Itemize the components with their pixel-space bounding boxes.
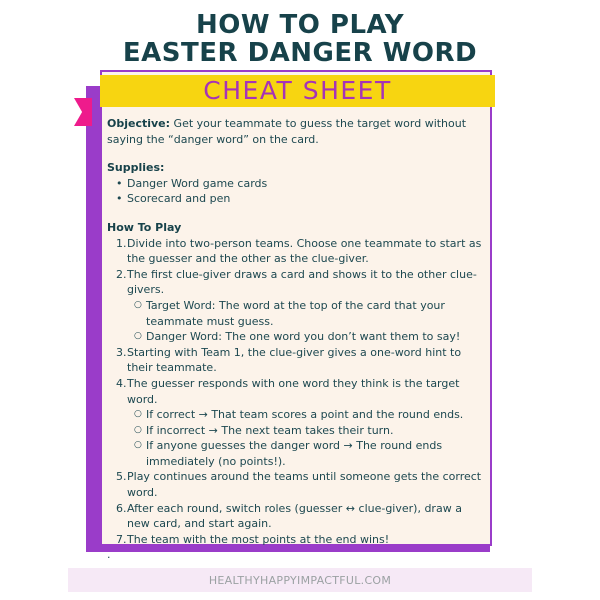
sub-item <box>134 423 485 439</box>
pink-ribbon-tab <box>74 98 92 126</box>
step-item <box>107 532 485 548</box>
circle-bullet-icon: ○ <box>134 299 142 310</box>
step-item <box>107 236 485 267</box>
steps-list <box>107 236 485 298</box>
circle-bullet-icon: ○ <box>134 440 142 451</box>
how-to-play-heading: How To Play <box>107 220 182 234</box>
step-text: Divide into two-person teams. Choose one teammate to start as the guesser and the other as the clue-giver. <box>127 236 482 266</box>
step-number: 6. <box>116 501 127 515</box>
page-title-line1: HOW TO PLAY <box>195 10 405 40</box>
footer-url: HEALTHYHAPPYIMPACTFUL.COM <box>208 573 392 587</box>
objective-label: Objective: <box>107 117 171 130</box>
step-number: 2. <box>116 267 127 281</box>
step-text: Starting with Team 1, the clue-giver gives a one-word hint to their teammate. <box>127 345 462 375</box>
step4-sublist <box>107 407 485 469</box>
card-content <box>107 116 485 563</box>
step-item <box>107 469 485 500</box>
step-item <box>107 267 485 298</box>
steps-list-final <box>107 469 485 547</box>
step-number: 1. <box>116 236 127 250</box>
step-number: 7. <box>116 532 127 546</box>
step-item <box>107 376 485 407</box>
sub-item-text: Target Word: The word at the top of the card that your teammate must guess. <box>146 298 445 328</box>
sub-item <box>134 298 485 329</box>
footer-bar <box>68 568 532 592</box>
cheat-sheet-banner <box>100 75 495 107</box>
objective-paragraph <box>107 116 485 147</box>
list-item: • Danger Word game cards <box>127 176 485 192</box>
step-text: The guesser responds with one word they think is the target word. <box>127 376 460 406</box>
step-item <box>107 501 485 532</box>
step2-sublist <box>107 298 485 345</box>
circle-bullet-icon: ○ <box>134 331 142 342</box>
sub-item-text: If correct → That team scores a point and the round ends. <box>146 408 464 422</box>
sub-item-text: Danger Word: The one word you don’t want them to say! <box>146 330 461 344</box>
objective-text: Get your teammate to guess the target word without saying the “danger word” on the card. <box>107 117 467 146</box>
circle-bullet-icon: ○ <box>134 409 142 420</box>
sub-item-text: If anyone guesses the danger word → The round ends immediately (no points!). <box>146 439 443 468</box>
supplies-list <box>107 176 485 207</box>
circle-bullet-icon: ○ <box>134 424 142 435</box>
trailing-mark: . <box>107 548 111 562</box>
step-text: After each round, switch roles (guesser ↔ clue-giver), draw a new card, and start again. <box>127 501 462 531</box>
sub-item <box>134 438 485 469</box>
step-number: 3. <box>116 345 127 359</box>
supplies-heading: Supplies: <box>107 161 165 175</box>
step-text: The team with the most points at the end wins! <box>127 532 390 546</box>
step-item <box>107 345 485 376</box>
banner-label: CHEAT SHEET <box>203 76 392 105</box>
sub-item <box>134 329 485 345</box>
sub-item <box>134 407 485 423</box>
list-item: • Scorecard and pen <box>127 191 485 207</box>
step-number: 5. <box>116 470 127 484</box>
page-title-line2: EASTER DANGER WORD <box>122 38 478 68</box>
steps-list-continued <box>107 345 485 407</box>
step-text: Play continues around the teams until someone gets the correct word. <box>127 470 482 500</box>
step-number: 4. <box>116 376 127 390</box>
step-text: The first clue-giver draws a card and shows it to the other clue-givers. <box>127 267 477 297</box>
sub-item-text: If incorrect → The next team takes their turn. <box>146 423 394 437</box>
